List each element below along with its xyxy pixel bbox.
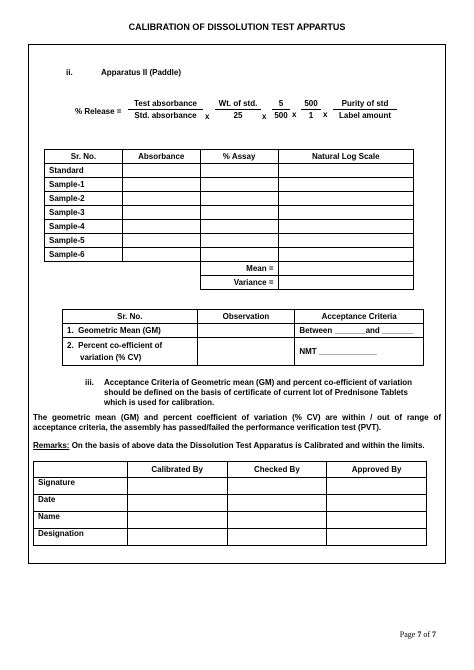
times-sign: x xyxy=(292,110,297,119)
calibrated-by-cell[interactable] xyxy=(127,478,227,495)
table-row xyxy=(45,178,414,192)
table-row xyxy=(34,478,427,495)
fraction-weight xyxy=(215,99,261,120)
approved-by-cell[interactable] xyxy=(327,512,427,529)
table-row xyxy=(45,220,414,234)
page-mid: of xyxy=(421,630,432,639)
table-row xyxy=(34,495,427,512)
mean-row xyxy=(45,262,414,276)
table-row xyxy=(45,234,414,248)
absorbance-cell[interactable] xyxy=(122,248,200,262)
row-label: Signature xyxy=(34,478,128,495)
row-label: Designation xyxy=(34,529,128,546)
row-number: 2. xyxy=(67,340,74,350)
fraction-denominator: 1 xyxy=(308,111,314,120)
log-cell[interactable] xyxy=(278,178,414,192)
absorbance-cell[interactable] xyxy=(122,220,200,234)
fraction-numerator: 5 xyxy=(272,99,290,110)
assay-cell[interactable] xyxy=(200,234,278,248)
remarks-label: Remarks: xyxy=(33,441,70,450)
log-cell[interactable] xyxy=(278,192,414,206)
checked-by-cell[interactable] xyxy=(227,529,327,546)
calibrated-by-cell[interactable] xyxy=(127,529,227,546)
table-header-row xyxy=(63,310,424,324)
page-number xyxy=(400,630,436,639)
fraction-denominator: Std. absorbance xyxy=(134,111,197,120)
row-label: Sample-4 xyxy=(45,220,123,234)
log-cell[interactable] xyxy=(278,164,414,178)
table-header-row xyxy=(34,462,427,478)
row-label xyxy=(63,338,198,366)
row-label: Name xyxy=(34,512,128,529)
row-label: Date xyxy=(34,495,128,512)
column-header: Approved By xyxy=(327,462,427,478)
fraction-absorbance xyxy=(128,99,203,120)
criteria-cell: NMT _____________ xyxy=(295,338,424,366)
times-sign: x xyxy=(262,112,267,121)
column-header xyxy=(34,462,128,478)
row-label: Sample-5 xyxy=(45,234,123,248)
column-header: Sr. No. xyxy=(45,150,123,164)
table-row xyxy=(45,192,414,206)
table-row xyxy=(45,206,414,220)
table-header-row xyxy=(45,150,414,164)
approved-by-cell[interactable] xyxy=(327,529,427,546)
assay-cell[interactable] xyxy=(200,178,278,192)
table-row xyxy=(63,324,424,338)
fraction-numerator: 500 xyxy=(301,99,321,110)
fraction-numerator: Wt. of std. xyxy=(215,99,261,110)
variance-value-cell[interactable] xyxy=(278,276,414,290)
fraction-denominator: Label amount xyxy=(338,111,391,120)
log-cell[interactable] xyxy=(278,234,414,248)
fraction-purity xyxy=(333,99,397,120)
approved-by-cell[interactable] xyxy=(327,478,427,495)
column-header: Calibrated By xyxy=(127,462,227,478)
criteria-cell: Between _______and _______ xyxy=(295,324,424,338)
fraction-volume xyxy=(301,99,321,120)
table-row xyxy=(63,338,424,366)
row-text: variation (% CV) xyxy=(80,352,142,362)
column-header: Absorbance xyxy=(122,150,200,164)
absorbance-cell[interactable] xyxy=(122,178,200,192)
row-label xyxy=(63,324,198,338)
remarks xyxy=(33,441,443,451)
total-pages: 7 xyxy=(432,630,436,639)
column-header: Sr. No. xyxy=(63,310,198,324)
assay-cell[interactable] xyxy=(200,206,278,220)
column-header: Observation xyxy=(197,310,295,324)
note-number: iii. xyxy=(85,378,94,387)
times-sign: x xyxy=(205,112,210,121)
fraction-denominator: 25 xyxy=(233,111,243,120)
absorbance-cell[interactable] xyxy=(122,164,200,178)
page-prefix: Page xyxy=(399,630,418,639)
formula-lhs: % Release = xyxy=(75,107,122,116)
checked-by-cell[interactable] xyxy=(227,512,327,529)
absorbance-table xyxy=(44,149,414,290)
remarks-text: On the basis of above data the Dissolution Test Apparatus is Calibrated and within the limits. xyxy=(69,441,425,450)
checked-by-cell[interactable] xyxy=(227,478,327,495)
fraction-denominator: 500 xyxy=(274,111,288,120)
absorbance-cell[interactable] xyxy=(122,234,200,248)
table-row xyxy=(45,164,414,178)
calibrated-by-cell[interactable] xyxy=(127,495,227,512)
acceptance-table xyxy=(62,309,424,366)
fraction-numerator: Purity of std xyxy=(333,99,397,110)
row-text: Geometric Mean (GM) xyxy=(78,326,161,335)
observation-cell[interactable] xyxy=(197,338,295,366)
table-row xyxy=(34,512,427,529)
row-label: Sample-2 xyxy=(45,192,123,206)
section-number: ii. xyxy=(66,68,73,77)
absorbance-cell[interactable] xyxy=(122,206,200,220)
calibrated-by-cell[interactable] xyxy=(127,512,227,529)
column-header: Acceptance Criteria xyxy=(295,310,424,324)
column-header: Natural Log Scale xyxy=(278,150,414,164)
current-page: 7 xyxy=(417,630,422,639)
row-text: Percent co-efficient of xyxy=(78,340,163,350)
log-cell[interactable] xyxy=(278,206,414,220)
checked-by-cell[interactable] xyxy=(227,495,327,512)
fraction-dilution xyxy=(272,99,290,120)
column-header: Checked By xyxy=(227,462,327,478)
row-label: Sample-3 xyxy=(45,206,123,220)
variance-row xyxy=(45,276,414,290)
row-label: Standard xyxy=(45,164,123,178)
row-label: Sample-1 xyxy=(45,178,123,192)
row-number: 1. xyxy=(67,326,74,335)
page-title: CALIBRATION OF DISSOLUTION TEST APPARTUS xyxy=(128,22,346,32)
note-text: Acceptance Criteria of Geometric mean (GM) and percent co-efficient of variation should be defined on the basis of certificate of current lot of Prednisone Tablets which is used for calibration. xyxy=(104,378,413,407)
result-statement: The geometric mean (GM) and percent coefficient of variation (% CV) are within / out of range of acceptance criteria, the assembly has passed/failed the performance verification test (PVT). xyxy=(33,413,441,432)
assay-cell[interactable] xyxy=(200,220,278,234)
row-label: Sample-6 xyxy=(45,248,123,262)
fraction-numerator: Test absorbance xyxy=(128,99,203,110)
variance-label: Variance = xyxy=(200,276,278,290)
table-row xyxy=(45,248,414,262)
log-cell[interactable] xyxy=(278,248,414,262)
assay-cell[interactable] xyxy=(200,248,278,262)
mean-value-cell[interactable] xyxy=(278,262,414,276)
column-header: % Assay xyxy=(200,150,278,164)
assay-cell[interactable] xyxy=(200,164,278,178)
assay-cell[interactable] xyxy=(200,192,278,206)
absorbance-cell[interactable] xyxy=(122,192,200,206)
approved-by-cell[interactable] xyxy=(327,495,427,512)
times-sign: x xyxy=(323,110,328,119)
observation-cell[interactable] xyxy=(197,324,295,338)
section-title: Apparatus II (Paddle) xyxy=(101,68,182,77)
log-cell[interactable] xyxy=(278,220,414,234)
signature-table xyxy=(33,461,427,546)
mean-label: Mean = xyxy=(200,262,278,276)
table-row xyxy=(34,529,427,546)
